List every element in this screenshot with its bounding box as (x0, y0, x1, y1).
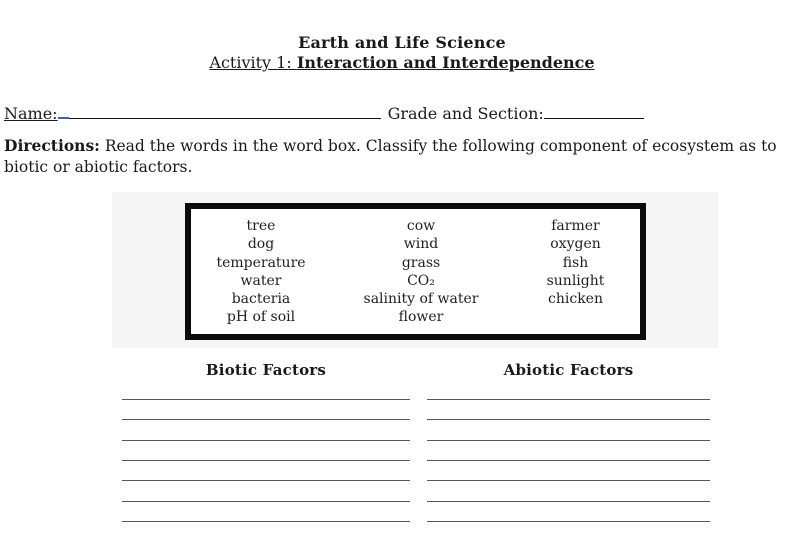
word-box-column-1 (191, 217, 331, 334)
answer-line[interactable] (427, 440, 710, 441)
answer-line[interactable] (122, 440, 410, 441)
answer-line[interactable] (427, 460, 710, 461)
word-item: water (240, 272, 282, 289)
directions-text-2: biotic or abiotic factors. (4, 157, 193, 176)
word-item: flower (398, 309, 444, 326)
answer-line[interactable] (427, 480, 710, 481)
directions-block (4, 136, 800, 177)
grade-section-blank-line[interactable] (544, 104, 644, 119)
directions-label: Directions: (4, 136, 100, 155)
word-item: oxygen (550, 236, 601, 253)
word-item: pH of soil (226, 309, 296, 326)
word-item: fish (562, 254, 589, 271)
word-item: CO₂ (407, 272, 435, 289)
activity-subtitle-prefix: Activity 1: (209, 53, 297, 72)
page-title: Earth and Life Science (298, 33, 506, 52)
word-item: tree (246, 218, 276, 234)
word-box-column-3 (511, 217, 640, 334)
answer-line[interactable] (122, 399, 410, 400)
abiotic-answer-lines (427, 399, 710, 541)
answer-line[interactable] (122, 501, 410, 502)
word-box (185, 203, 646, 340)
word-item: wind (403, 236, 439, 253)
word-item: bacteria (231, 291, 291, 308)
word-item: dog (247, 236, 275, 253)
answer-line[interactable] (427, 399, 710, 400)
word-item: salinity of water (363, 291, 479, 308)
abiotic-factors-header: Abiotic Factors (503, 361, 634, 379)
word-item: cow (406, 218, 436, 234)
activity-subtitle-emphasis: Interaction and Interdependence (296, 53, 595, 72)
word-item: sunlight (546, 272, 605, 289)
grade-section-label: Grade and Section: (387, 104, 544, 123)
name-label: Name: (4, 104, 58, 123)
answer-line[interactable] (122, 460, 410, 461)
word-box-column-2 (331, 217, 511, 334)
answer-line[interactable] (122, 521, 410, 522)
word-item: temperature (216, 254, 306, 271)
answer-line[interactable] (427, 521, 710, 522)
answer-line[interactable] (427, 501, 710, 502)
word-item: chicken (548, 291, 603, 308)
word-item: farmer (551, 218, 600, 234)
answer-line[interactable] (427, 419, 710, 420)
answer-line[interactable] (122, 480, 410, 481)
activity-subtitle (0, 53, 804, 73)
word-item: grass (401, 254, 441, 271)
worksheet-header (0, 33, 804, 73)
name-edit-mark (58, 105, 69, 119)
biotic-factors-header: Biotic Factors (205, 361, 327, 379)
biotic-answer-lines (122, 399, 410, 541)
name-blank-line[interactable] (69, 104, 381, 119)
directions-line-1 (4, 136, 800, 157)
answer-line[interactable] (122, 419, 410, 420)
directions-text-1: Read the words in the word box. Classify the following component of ecosystem as to (104, 137, 777, 155)
name-grade-row (4, 103, 800, 124)
